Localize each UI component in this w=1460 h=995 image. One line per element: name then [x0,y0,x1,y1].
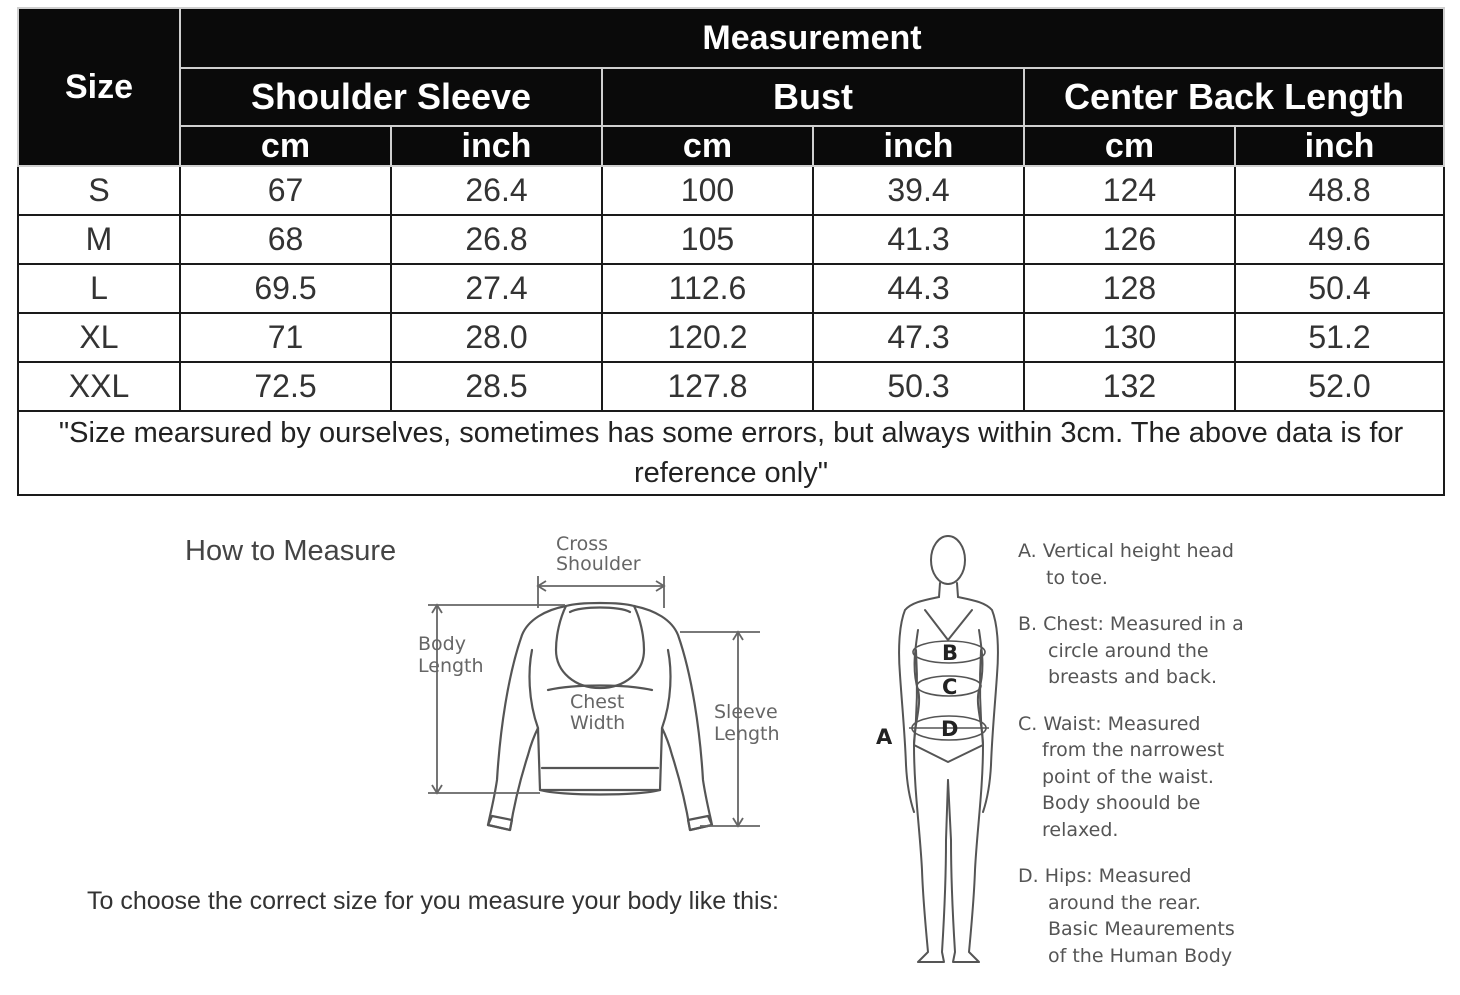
unit-header: cm [602,126,813,166]
cross-shoulder-label: Cross [556,533,609,555]
group-header-center-back-length: Center Back Length [1024,68,1444,126]
table-cell: 48.8 [1235,166,1444,215]
size-cell: XL [18,313,180,362]
sleeve-length-label: Length [714,723,780,745]
table-cell: 71 [180,313,391,362]
letter-b-label: B [942,641,959,665]
reference-note: "Size mearsured by ourselves, sometimes has some errors, but always within 3cm. The above data is for reference only" [18,411,1444,495]
size-cell: L [18,264,180,313]
table-note-row [18,411,1444,495]
step-d-hips [1018,863,1298,969]
step-c-waist [1018,711,1298,844]
unit-header: inch [391,126,602,166]
human-body-figure-icon [899,536,998,962]
table-cell: 27.4 [391,264,602,313]
step-text: breasts and back. [1048,666,1218,688]
table-cell: 67 [180,166,391,215]
step-text: Body shoould be [1042,792,1201,814]
measurement-steps [1018,538,1298,989]
unit-header: cm [180,126,391,166]
chest-width-label: Width [570,712,626,734]
sleeve-length-label: Sleeve [714,701,778,723]
table-row [18,313,1444,362]
measurement-header: Measurement [180,8,1444,68]
step-b-chest [1018,611,1298,691]
step-a-vertical-height [1018,538,1298,591]
group-header-bust: Bust [602,68,1024,126]
unit-header: inch [1235,126,1444,166]
table-cell: 39.4 [813,166,1024,215]
step-text: relaxed. [1042,818,1119,841]
size-header: Size [18,8,180,166]
table-cell: 72.5 [180,362,391,411]
step-text: to toe. [1046,566,1108,589]
measure-instruction: To choose the correct size for you measure your body like this: [87,887,779,915]
letter-d-label: D [941,717,959,741]
unit-header: cm [1024,126,1235,166]
step-text: point of the waist. [1042,765,1214,788]
table-cell: 28.5 [391,362,602,411]
table-cell: 127.8 [602,362,813,411]
table-cell: 68 [180,215,391,264]
table-cell: 120.2 [602,313,813,362]
step-text: D. Hips: Measured [1018,865,1192,887]
group-header-shoulder-sleeve: Shoulder Sleeve [180,68,602,126]
unit-header: inch [813,126,1024,166]
table-row [18,362,1444,411]
table-cell: 26.4 [391,166,602,215]
table-cell: 44.3 [813,264,1024,313]
step-text: from the narrowest [1042,739,1225,761]
table-cell: 100 [602,166,813,215]
how-to-measure-title: How to Measure [185,535,397,567]
letter-a-label: A [876,725,893,749]
table-cell: 124 [1024,166,1235,215]
table-cell: 126 [1024,215,1235,264]
size-cell: S [18,166,180,215]
table-row [18,264,1444,313]
table-cell: 50.3 [813,362,1024,411]
step-text: Basic Meaurements [1048,918,1235,940]
table-row [18,215,1444,264]
step-text: A. Vertical height head [1018,540,1234,562]
table-cell: 52.0 [1235,362,1444,411]
table-cell: 105 [602,215,813,264]
garment-labels [418,533,780,745]
table-cell: 41.3 [813,215,1024,264]
step-text: around the rear. [1048,891,1201,914]
table-cell: 47.3 [813,313,1024,362]
table-cell: 69.5 [180,264,391,313]
table-cell: 49.6 [1235,215,1444,264]
table-cell: 28.0 [391,313,602,362]
table-cell: 26.8 [391,215,602,264]
letter-c-label: C [942,675,958,699]
table-cell: 130 [1024,313,1235,362]
step-text: circle around the [1048,639,1209,662]
step-text: C. Waist: Measured [1018,712,1201,735]
table-row [18,166,1444,215]
table-cell: 112.6 [602,264,813,313]
chest-width-label: Chest [570,691,625,713]
step-text: B. Chest: Measured in a [1018,613,1244,635]
table-cell: 128 [1024,264,1235,313]
table-cell: 132 [1024,362,1235,411]
body-length-label: Length [418,655,484,677]
size-chart-table [17,7,1445,496]
cross-shoulder-label: Shoulder [556,553,641,575]
size-cell: M [18,215,180,264]
body-length-label: Body [418,633,466,655]
table-cell: 50.4 [1235,264,1444,313]
table-cell: 51.2 [1235,313,1444,362]
step-text: of the Human Body [1048,944,1233,967]
size-cell: XXL [18,362,180,411]
